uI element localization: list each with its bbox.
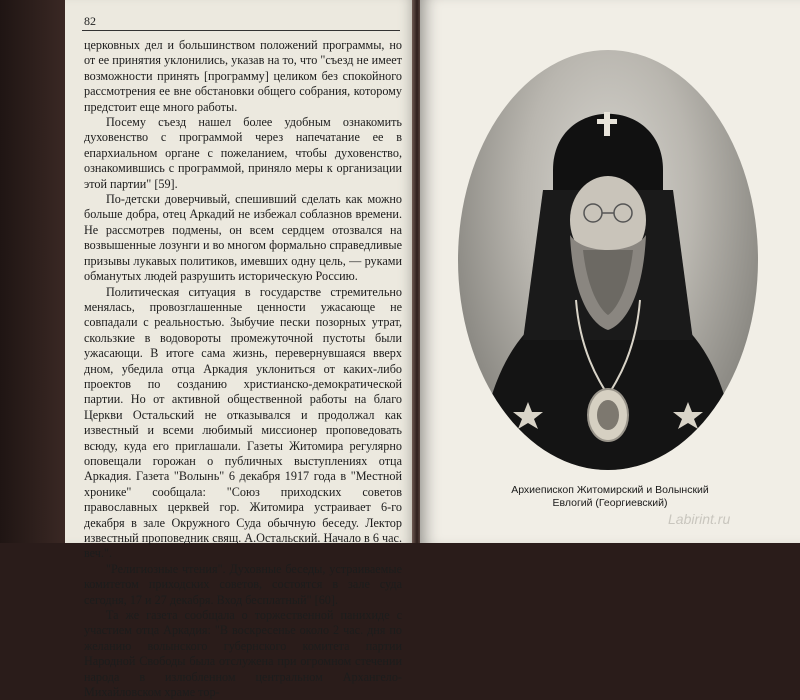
caption-line-1: Архиепископ Житомирский и Волынский <box>511 484 709 496</box>
paragraph-4: Политическая ситуация в государстве стремительно менялась, провозглашенные ценности ужасающе не совпадали с реальностью. Зыбучие пески позорных утрат, скользкие в водовороты промежуточной пустоты были ужасающи. В итоге сама жизнь, перевернувшаяся вверх дном, убедила отца Аркадия уклониться от каких-либо проектов по созданию христианско-демократической партии. Но от активной общественной работы на благо Церкви Остальский не отказывался и продолжал как известный и всеми любимый миссионер проповедовать всюду, куда его приглашали. Газеты Житомира регулярно оповещали горожан о публичных выступлениях отца Аркадия. Газета "Волынь" 6 декабря 1917 года в "Местной хронике" сообщала: "Союз приходских советов православных церквей гор. Житомира устраивает 6-го декабря в зале Окружного Суда обычную беседу. Лектор известный проповедник свящ. А.Остальский. Начало в 6 час. веч.". <box>84 284 402 561</box>
watermark-text: Labirint.ru <box>668 511 731 527</box>
paragraph-5: "Религиозные чтения". Духовные беседы, устраиваемые комитетом приходских советов, состоятся в зале суда сегодня, 17 и 27 декабря. Вход бесплатный" [60]. <box>84 561 402 607</box>
portrait-photo <box>458 50 758 470</box>
header-rule <box>82 30 400 31</box>
photo-caption <box>440 484 780 510</box>
paragraph-3: По-детски доверчивый, спешивший сделать как можно больше добра, отец Аркадий не избежал соблазнов времени. Не рассмотрев подмены, он всем сердцем отозвался на возвышенные лозунги и во многом формально справедливые призывы лукавых политиков, имевших одну цель, — руками обманутых людей разрушить историческую Россию. <box>84 192 402 284</box>
paragraph-2: Посему съезд нашел более удобным ознакомить духовенство с программой через напечатание ее в епархиальном органе с пожеланием, чтобы духовенство, ознакомившись с программой, приняло меры к организации этой партии" [59]. <box>84 115 402 191</box>
caption-line-2: Евлогий (Георгиевский) <box>552 497 668 509</box>
left-page-text <box>84 38 402 700</box>
book-edge <box>0 0 65 543</box>
portrait-illustration <box>458 50 758 470</box>
page-number: 82 <box>84 14 96 28</box>
portrait-oval <box>458 50 758 470</box>
paragraph-6: Та же газета сообщала о торжественной панихиде с участием отца Аркадия: "В воскресенье около 2 час. дня по желанию волынского губернского комитета партии Народной Свободы была отслужена при огромном стечении народа в излюбленном центральном Архангело-Михайловском храме тор- <box>84 608 402 700</box>
paragraph-1: церковных дел и большинством положений программы, но от ее принятия уклонились, указав на то, что "съезд не имеет возможности принять [программу] целиком без спокойного рассмотрения ее вне обстановки общего собрания, которому предстоит еще много работы. <box>84 38 402 114</box>
